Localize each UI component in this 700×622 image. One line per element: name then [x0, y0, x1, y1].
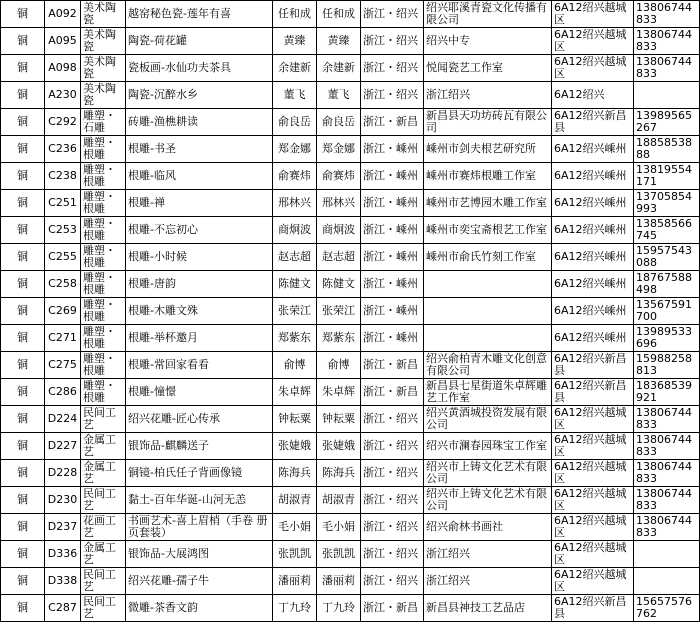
registrant-cell: 赵志超: [317, 244, 361, 271]
registrant-cell: 郑金娜: [317, 136, 361, 163]
region-cell: 浙江・嵊州: [361, 271, 424, 298]
category-cell: 雕塑・根雕: [81, 352, 126, 379]
booth-cell: 6A12绍兴新昌县: [552, 109, 634, 136]
unit-cell: 嵊州市剑夫根艺研究所: [424, 136, 552, 163]
registrant-cell: 胡淑青: [317, 487, 361, 514]
author-cell: 俞赛炜: [273, 163, 317, 190]
work-title-cell: 银饰品-麒麟送子: [126, 433, 273, 460]
author-cell: 郑紫东: [273, 325, 317, 352]
work-title-cell: 绍兴花雕-孺子牛: [126, 568, 273, 595]
code-cell: C287: [45, 595, 81, 622]
category-cell: 民间工艺: [81, 568, 126, 595]
code-cell: D336: [45, 541, 81, 568]
category-cell: 雕塑・根雕: [81, 379, 126, 406]
code-cell: C236: [45, 136, 81, 163]
award-cell: 铜: [1, 244, 45, 271]
unit-cell: 新昌县神技工艺品店: [424, 595, 552, 622]
registrant-cell: 邢林兴: [317, 190, 361, 217]
author-cell: 董飞: [273, 82, 317, 109]
unit-cell: 绍兴俞林书画社: [424, 514, 552, 541]
registrant-cell: 陈海兵: [317, 460, 361, 487]
booth-cell: 6A12绍兴嵊州: [552, 217, 634, 244]
award-cell: 铜: [1, 298, 45, 325]
unit-cell: 浙江绍兴: [424, 541, 552, 568]
unit-cell: 绍兴市澜春园珠宝工作室: [424, 433, 552, 460]
table-row: [1, 595, 700, 622]
region-cell: 浙江・绍兴: [361, 514, 424, 541]
unit-cell: 嵊州市奕宝斋根艺工作室: [424, 217, 552, 244]
unit-cell: 绍兴俞柏青木雕文化创意有限公司: [424, 352, 552, 379]
code-cell: C251: [45, 190, 81, 217]
work-title-cell: 根雕-举杯邀月: [126, 325, 273, 352]
author-cell: 张凯凯: [273, 541, 317, 568]
registrant-cell: 钟耘粟: [317, 406, 361, 433]
table-row: [1, 514, 700, 541]
category-cell: 花画工艺: [81, 514, 126, 541]
region-cell: 浙江・绍兴: [361, 82, 424, 109]
author-cell: 陈健文: [273, 271, 317, 298]
booth-cell: 6A12绍兴越城区: [552, 568, 634, 595]
author-cell: 张婕娥: [273, 433, 317, 460]
region-cell: 浙江・嵊州: [361, 244, 424, 271]
booth-cell: 6A12绍兴新昌县: [552, 379, 634, 406]
work-title-cell: 根雕-禅: [126, 190, 273, 217]
registrant-cell: 张婕娥: [317, 433, 361, 460]
booth-cell: 6A12绍兴越城区: [552, 541, 634, 568]
booth-cell: 6A12绍兴越城区: [552, 514, 634, 541]
category-cell: 雕塑・根雕: [81, 217, 126, 244]
unit-cell: 绍兴市上铸文化艺术有限公司: [424, 487, 552, 514]
work-title-cell: 绍兴花雕-匠心传承: [126, 406, 273, 433]
booth-cell: 6A12绍兴嵊州: [552, 325, 634, 352]
work-title-cell: 书画艺术-喜上眉梢（手卷 册页套装）: [126, 514, 273, 541]
phone-cell: 15657576762: [634, 595, 700, 622]
table-row: [1, 244, 700, 271]
category-cell: 雕塑・根雕: [81, 136, 126, 163]
category-cell: 雕塑・根雕: [81, 325, 126, 352]
phone-cell: 1885853888: [634, 136, 700, 163]
table-row: [1, 109, 700, 136]
phone-cell: 13806744833: [634, 487, 700, 514]
work-title-cell: 根雕-书圣: [126, 136, 273, 163]
code-cell: A092: [45, 1, 81, 28]
author-cell: 俞博: [273, 352, 317, 379]
award-cell: 铜: [1, 163, 45, 190]
table-row: [1, 1, 700, 28]
code-cell: D237: [45, 514, 81, 541]
region-cell: 浙江・绍兴: [361, 28, 424, 55]
work-title-cell: 微雕-茶香文韵: [126, 595, 273, 622]
registrant-cell: 黄臻: [317, 28, 361, 55]
work-title-cell: 瓷板画-水仙功夫茶具: [126, 55, 273, 82]
table-row: [1, 136, 700, 163]
work-title-cell: 越窑秘色瓷-莲年有喜: [126, 1, 273, 28]
registrant-cell: 毛小娟: [317, 514, 361, 541]
category-cell: 金属工艺: [81, 433, 126, 460]
category-cell: 民间工艺: [81, 595, 126, 622]
table-row: [1, 433, 700, 460]
table-row: [1, 460, 700, 487]
author-cell: 俞良岳: [273, 109, 317, 136]
table-row: [1, 271, 700, 298]
registrant-cell: 郑紫东: [317, 325, 361, 352]
work-title-cell: 根雕-小时候: [126, 244, 273, 271]
award-cell: 铜: [1, 487, 45, 514]
work-title-cell: 根雕-唐韵: [126, 271, 273, 298]
booth-cell: 6A12绍兴越城区: [552, 433, 634, 460]
category-cell: 雕塑・根雕: [81, 190, 126, 217]
phone-cell: 13806744833: [634, 514, 700, 541]
phone-cell: 13806744833: [634, 406, 700, 433]
registrant-cell: 潘丽莉: [317, 568, 361, 595]
phone-cell: 13989565267: [634, 109, 700, 136]
phone-cell: 18368539921: [634, 379, 700, 406]
region-cell: 浙江・新昌: [361, 379, 424, 406]
table-row: [1, 541, 700, 568]
registrant-cell: 朱卓辉: [317, 379, 361, 406]
code-cell: C286: [45, 379, 81, 406]
registrant-cell: 张荣江: [317, 298, 361, 325]
table-row: [1, 163, 700, 190]
category-cell: 民间工艺: [81, 487, 126, 514]
phone-cell: 13806744833: [634, 55, 700, 82]
table-body: [1, 1, 700, 622]
phone-cell: 13806744833: [634, 1, 700, 28]
region-cell: 浙江・嵊州: [361, 190, 424, 217]
table-row: [1, 487, 700, 514]
work-title-cell: 黏土-百年华诞-山河无恙: [126, 487, 273, 514]
table-row: [1, 379, 700, 406]
booth-cell: 6A12绍兴新昌县: [552, 352, 634, 379]
region-cell: 浙江・绍兴: [361, 541, 424, 568]
code-cell: C271: [45, 325, 81, 352]
table-row: [1, 352, 700, 379]
region-cell: 浙江・嵊州: [361, 217, 424, 244]
unit-cell: 嵊州市赛炜根雕工作室: [424, 163, 552, 190]
unit-cell: [424, 325, 552, 352]
unit-cell: 新昌县天功坊砖瓦有限公司: [424, 109, 552, 136]
code-cell: A098: [45, 55, 81, 82]
code-cell: D228: [45, 460, 81, 487]
region-cell: 浙江・嵊州: [361, 298, 424, 325]
unit-cell: [424, 298, 552, 325]
category-cell: 雕塑・根雕: [81, 244, 126, 271]
author-cell: 任和成: [273, 1, 317, 28]
unit-cell: 浙江绍兴: [424, 82, 552, 109]
unit-cell: 嵊州市俞氏竹刻工作室: [424, 244, 552, 271]
work-title-cell: 铜镜-柏氏任子背画像镜: [126, 460, 273, 487]
award-cell: 铜: [1, 190, 45, 217]
registrant-cell: 丁九玲: [317, 595, 361, 622]
category-cell: 金属工艺: [81, 541, 126, 568]
award-cell: 铜: [1, 28, 45, 55]
category-cell: 美术陶瓷: [81, 82, 126, 109]
award-cell: 铜: [1, 460, 45, 487]
author-cell: 郑金娜: [273, 136, 317, 163]
region-cell: 浙江・新昌: [361, 352, 424, 379]
booth-cell: 6A12绍兴嵊州: [552, 163, 634, 190]
award-cell: 铜: [1, 271, 45, 298]
category-cell: 金属工艺: [81, 460, 126, 487]
author-cell: 胡淑青: [273, 487, 317, 514]
award-cell: 铜: [1, 1, 45, 28]
category-cell: 雕塑・石雕: [81, 109, 126, 136]
region-cell: 浙江・新昌: [361, 595, 424, 622]
unit-cell: [424, 271, 552, 298]
author-cell: 陈海兵: [273, 460, 317, 487]
award-cell: 铜: [1, 136, 45, 163]
registrant-cell: 张凯凯: [317, 541, 361, 568]
author-cell: 毛小娟: [273, 514, 317, 541]
booth-cell: 6A12绍兴: [552, 82, 634, 109]
table-row: [1, 406, 700, 433]
award-cell: 铜: [1, 379, 45, 406]
code-cell: D338: [45, 568, 81, 595]
region-cell: 浙江・嵊州: [361, 325, 424, 352]
region-cell: 浙江・嵊州: [361, 163, 424, 190]
author-cell: 余建新: [273, 55, 317, 82]
region-cell: 浙江・绍兴: [361, 487, 424, 514]
award-cell: 铜: [1, 352, 45, 379]
phone-cell: 13567591700: [634, 298, 700, 325]
code-cell: C269: [45, 298, 81, 325]
unit-cell: 嵊州市艺博园木雕工作室: [424, 190, 552, 217]
booth-cell: 6A12绍兴越城区: [552, 487, 634, 514]
author-cell: 潘丽莉: [273, 568, 317, 595]
award-cell: 铜: [1, 217, 45, 244]
unit-cell: 绍兴市上铸文化艺术有限公司: [424, 460, 552, 487]
work-title-cell: 陶瓷-荷花罐: [126, 28, 273, 55]
booth-cell: 6A12绍兴嵊州: [552, 271, 634, 298]
unit-cell: 新昌县七星街道朱卓辉雕艺工作室: [424, 379, 552, 406]
registrant-cell: 余建新: [317, 55, 361, 82]
unit-cell: 绍兴中专: [424, 28, 552, 55]
category-cell: 美术陶瓷: [81, 1, 126, 28]
unit-cell: 绍兴黄酒城投资发展有限公司: [424, 406, 552, 433]
booth-cell: 6A12绍兴越城区: [552, 460, 634, 487]
booth-cell: 6A12绍兴嵊州: [552, 244, 634, 271]
code-cell: C292: [45, 109, 81, 136]
award-cell: 铜: [1, 406, 45, 433]
author-cell: 张荣江: [273, 298, 317, 325]
code-cell: C255: [45, 244, 81, 271]
registrant-cell: 陈健文: [317, 271, 361, 298]
booth-cell: 6A12绍兴嵊州: [552, 136, 634, 163]
unit-cell: 绍兴耶溪青瓷文化传播有限公司: [424, 1, 552, 28]
phone-cell: 13806744833: [634, 433, 700, 460]
work-title-cell: 根雕-临风: [126, 163, 273, 190]
award-cell: 铜: [1, 325, 45, 352]
phone-cell: [634, 541, 700, 568]
code-cell: A230: [45, 82, 81, 109]
phone-cell: 13819554171: [634, 163, 700, 190]
region-cell: 浙江・绍兴: [361, 460, 424, 487]
registrant-cell: 俞博: [317, 352, 361, 379]
code-cell: C275: [45, 352, 81, 379]
table-row: [1, 298, 700, 325]
phone-cell: 13705854993: [634, 190, 700, 217]
table-row: [1, 82, 700, 109]
table-row: [1, 217, 700, 244]
table-row: [1, 55, 700, 82]
booth-cell: 6A12绍兴越城区: [552, 406, 634, 433]
booth-cell: 6A12绍兴新昌县: [552, 595, 634, 622]
code-cell: D227: [45, 433, 81, 460]
code-cell: C253: [45, 217, 81, 244]
work-title-cell: 根雕-常回家看看: [126, 352, 273, 379]
award-cell: 铜: [1, 82, 45, 109]
booth-cell: 6A12绍兴嵊州: [552, 190, 634, 217]
registrant-cell: 俞赛炜: [317, 163, 361, 190]
award-cell: 铜: [1, 109, 45, 136]
author-cell: 邢林兴: [273, 190, 317, 217]
phone-cell: 15957543088: [634, 244, 700, 271]
table-row: [1, 28, 700, 55]
region-cell: 浙江・绍兴: [361, 55, 424, 82]
work-title-cell: 根雕-木雕文殊: [126, 298, 273, 325]
category-cell: 美术陶瓷: [81, 55, 126, 82]
category-cell: 雕塑・根雕: [81, 298, 126, 325]
phone-cell: 13806744833: [634, 28, 700, 55]
award-cell: 铜: [1, 514, 45, 541]
author-cell: 黄臻: [273, 28, 317, 55]
author-cell: 钟耘粟: [273, 406, 317, 433]
region-cell: 浙江・绍兴: [361, 568, 424, 595]
work-title-cell: 砖雕-渔樵耕读: [126, 109, 273, 136]
phone-cell: 13989533696: [634, 325, 700, 352]
code-cell: D230: [45, 487, 81, 514]
phone-cell: 18767588498: [634, 271, 700, 298]
author-cell: 朱卓辉: [273, 379, 317, 406]
award-cell: 铜: [1, 541, 45, 568]
phone-cell: [634, 568, 700, 595]
booth-cell: 6A12绍兴越城区: [552, 55, 634, 82]
award-cell: 铜: [1, 595, 45, 622]
table-row: [1, 325, 700, 352]
unit-cell: 浙江绍兴: [424, 568, 552, 595]
region-cell: 浙江・绍兴: [361, 1, 424, 28]
code-cell: C258: [45, 271, 81, 298]
region-cell: 浙江・嵊州: [361, 136, 424, 163]
code-cell: A095: [45, 28, 81, 55]
booth-cell: 6A12绍兴越城区: [552, 28, 634, 55]
unit-cell: 悦闻瓷艺工作室: [424, 55, 552, 82]
table-row: [1, 568, 700, 595]
work-title-cell: 根雕-憧憬: [126, 379, 273, 406]
code-cell: C238: [45, 163, 81, 190]
category-cell: 雕塑・根雕: [81, 163, 126, 190]
category-cell: 雕塑・根雕: [81, 271, 126, 298]
region-cell: 浙江・绍兴: [361, 406, 424, 433]
code-cell: D224: [45, 406, 81, 433]
registrant-cell: 任和成: [317, 1, 361, 28]
award-cell: 铜: [1, 55, 45, 82]
region-cell: 浙江・新昌: [361, 109, 424, 136]
work-title-cell: 陶瓷-沉醉水乡: [126, 82, 273, 109]
author-cell: 赵志超: [273, 244, 317, 271]
registrant-cell: 俞良岳: [317, 109, 361, 136]
phone-cell: 13858566745: [634, 217, 700, 244]
phone-cell: 13806744833: [634, 460, 700, 487]
registrant-cell: 商炯波: [317, 217, 361, 244]
booth-cell: 6A12绍兴嵊州: [552, 298, 634, 325]
work-title-cell: 银饰品-大展鸿图: [126, 541, 273, 568]
work-title-cell: 根雕-不忘初心: [126, 217, 273, 244]
phone-cell: [634, 82, 700, 109]
author-cell: 商炯波: [273, 217, 317, 244]
award-cell: 铜: [1, 568, 45, 595]
phone-cell: 15988258813: [634, 352, 700, 379]
table-row: [1, 190, 700, 217]
booth-cell: 6A12绍兴越城区: [552, 1, 634, 28]
category-cell: 美术陶瓷: [81, 28, 126, 55]
award-cell: 铜: [1, 433, 45, 460]
category-cell: 民间工艺: [81, 406, 126, 433]
author-cell: 丁九玲: [273, 595, 317, 622]
region-cell: 浙江・绍兴: [361, 433, 424, 460]
registrant-cell: 董飞: [317, 82, 361, 109]
